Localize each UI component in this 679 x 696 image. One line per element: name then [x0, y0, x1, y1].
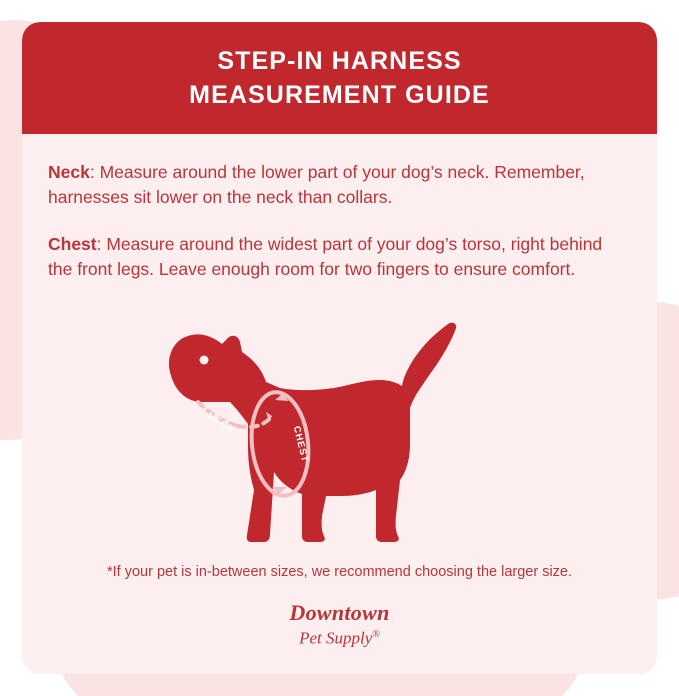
neck-separator: :: [89, 162, 100, 182]
footnote: *If your pet is in-between sizes, we recommend choosing the larger size.: [106, 564, 573, 580]
chest-text: Measure around the widest part of your dog’s torso, right behind the front legs. Leave enough room for two fingers to ensure comfort.: [48, 234, 603, 279]
chest-measure-label: CHEST: [290, 424, 310, 464]
neck-measure-label: NECK: [204, 410, 237, 437]
card-body: [22, 134, 657, 674]
card-header: [22, 22, 657, 134]
dog-body-shape: [168, 323, 455, 542]
dog-diagram: [48, 304, 631, 554]
brand-name-line-1: Downtown: [289, 600, 390, 625]
page-title-line-1: STEP-IN HARNESS: [217, 47, 462, 75]
guide-card: [22, 22, 657, 674]
brand-name-text: Pet Supply: [299, 628, 373, 648]
neck-text: Measure around the lower part of your dog’s neck. Remember, harnesses sit lower on the neck than collars.: [48, 162, 585, 207]
brand-logo: [48, 602, 631, 650]
dog-eye: [199, 356, 208, 365]
chest-label: Chest: [48, 234, 97, 254]
neck-label: Neck: [48, 162, 90, 182]
registered-mark: ®: [372, 629, 380, 640]
neck-instruction: [48, 160, 613, 210]
page-title-line-2: MEASUREMENT GUIDE: [189, 81, 490, 109]
chest-separator: :: [96, 234, 107, 254]
chest-instruction: [48, 232, 613, 282]
brand-name-line-2: [48, 624, 631, 650]
dog-illustration: [130, 304, 550, 544]
